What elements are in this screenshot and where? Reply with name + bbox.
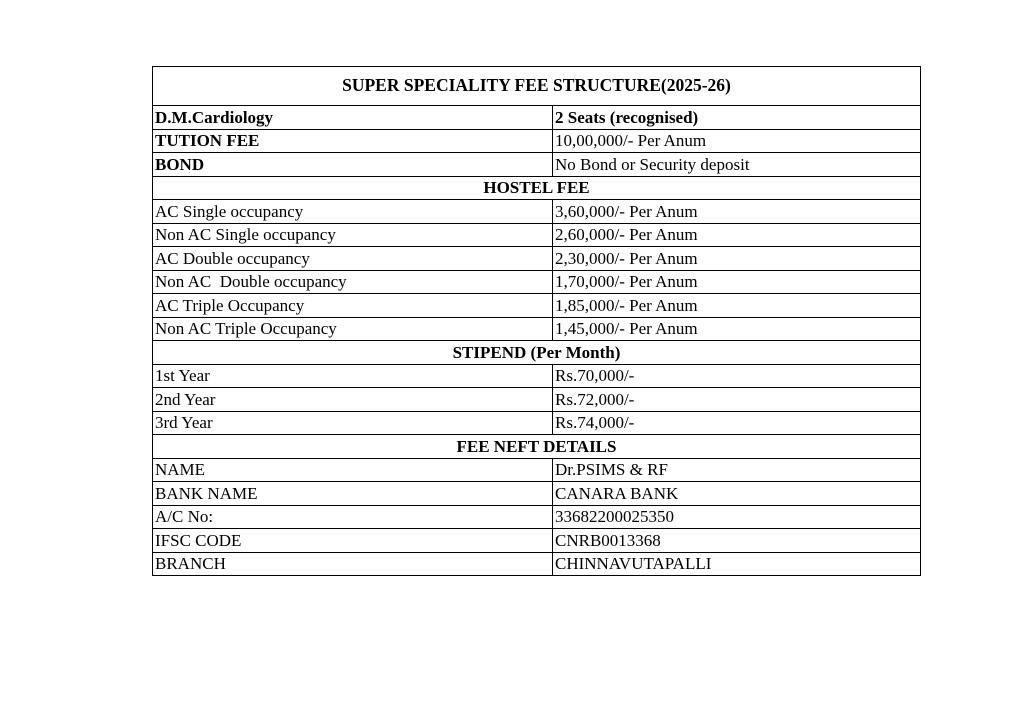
title-row [153,67,921,106]
table-row [153,106,921,130]
table-row [153,223,921,247]
table-row [153,529,921,553]
bond-value: No Bond or Security deposit [553,153,921,177]
hostel-label: Non AC Triple Occupancy [153,317,553,341]
hostel-value: 1,70,000/- Per Anum [553,270,921,294]
stipend-value: Rs.72,000/- [553,388,921,412]
neft-value: 33682200025350 [553,505,921,529]
table-row [153,388,921,412]
hostel-value: 1,45,000/- Per Anum [553,317,921,341]
table-row [153,458,921,482]
tuition-value: 10,00,000/- Per Anum [553,129,921,153]
neft-label: IFSC CODE [153,529,553,553]
neft-value: CHINNAVUTAPALLI [553,552,921,576]
table-row [153,294,921,318]
table-title: SUPER SPECIALITY FEE STRUCTURE(2025-26) [153,67,921,106]
table-row [153,129,921,153]
section-row [153,435,921,459]
fee-structure-table [152,66,921,576]
section-row [153,341,921,365]
course-value: 2 Seats (recognised) [553,106,921,130]
neft-heading: FEE NEFT DETAILS [153,435,921,459]
neft-value: CNRB0013368 [553,529,921,553]
hostel-value: 3,60,000/- Per Anum [553,200,921,224]
stipend-value: Rs.70,000/- [553,364,921,388]
hostel-label: AC Triple Occupancy [153,294,553,318]
section-row [153,176,921,200]
neft-label: BRANCH [153,552,553,576]
stipend-heading: STIPEND (Per Month) [153,341,921,365]
hostel-heading: HOSTEL FEE [153,176,921,200]
table-row [153,552,921,576]
neft-value: Dr.PSIMS & RF [553,458,921,482]
tuition-label: TUTION FEE [153,129,553,153]
stipend-label: 1st Year [153,364,553,388]
hostel-value: 2,30,000/- Per Anum [553,247,921,271]
table-row [153,317,921,341]
hostel-label: Non AC Double occupancy [153,270,553,294]
table-row [153,505,921,529]
table-row [153,411,921,435]
neft-label: NAME [153,458,553,482]
table-row [153,270,921,294]
neft-label: A/C No: [153,505,553,529]
neft-label: BANK NAME [153,482,553,506]
table-row [153,200,921,224]
table-row [153,153,921,177]
hostel-label: AC Double occupancy [153,247,553,271]
stipend-value: Rs.74,000/- [553,411,921,435]
course-label: D.M.Cardiology [153,106,553,130]
bond-label: BOND [153,153,553,177]
stipend-label: 2nd Year [153,388,553,412]
stipend-label: 3rd Year [153,411,553,435]
neft-value: CANARA BANK [553,482,921,506]
hostel-value: 2,60,000/- Per Anum [553,223,921,247]
table-row [153,482,921,506]
hostel-value: 1,85,000/- Per Anum [553,294,921,318]
table-row [153,364,921,388]
hostel-label: Non AC Single occupancy [153,223,553,247]
hostel-label: AC Single occupancy [153,200,553,224]
table-row [153,247,921,271]
